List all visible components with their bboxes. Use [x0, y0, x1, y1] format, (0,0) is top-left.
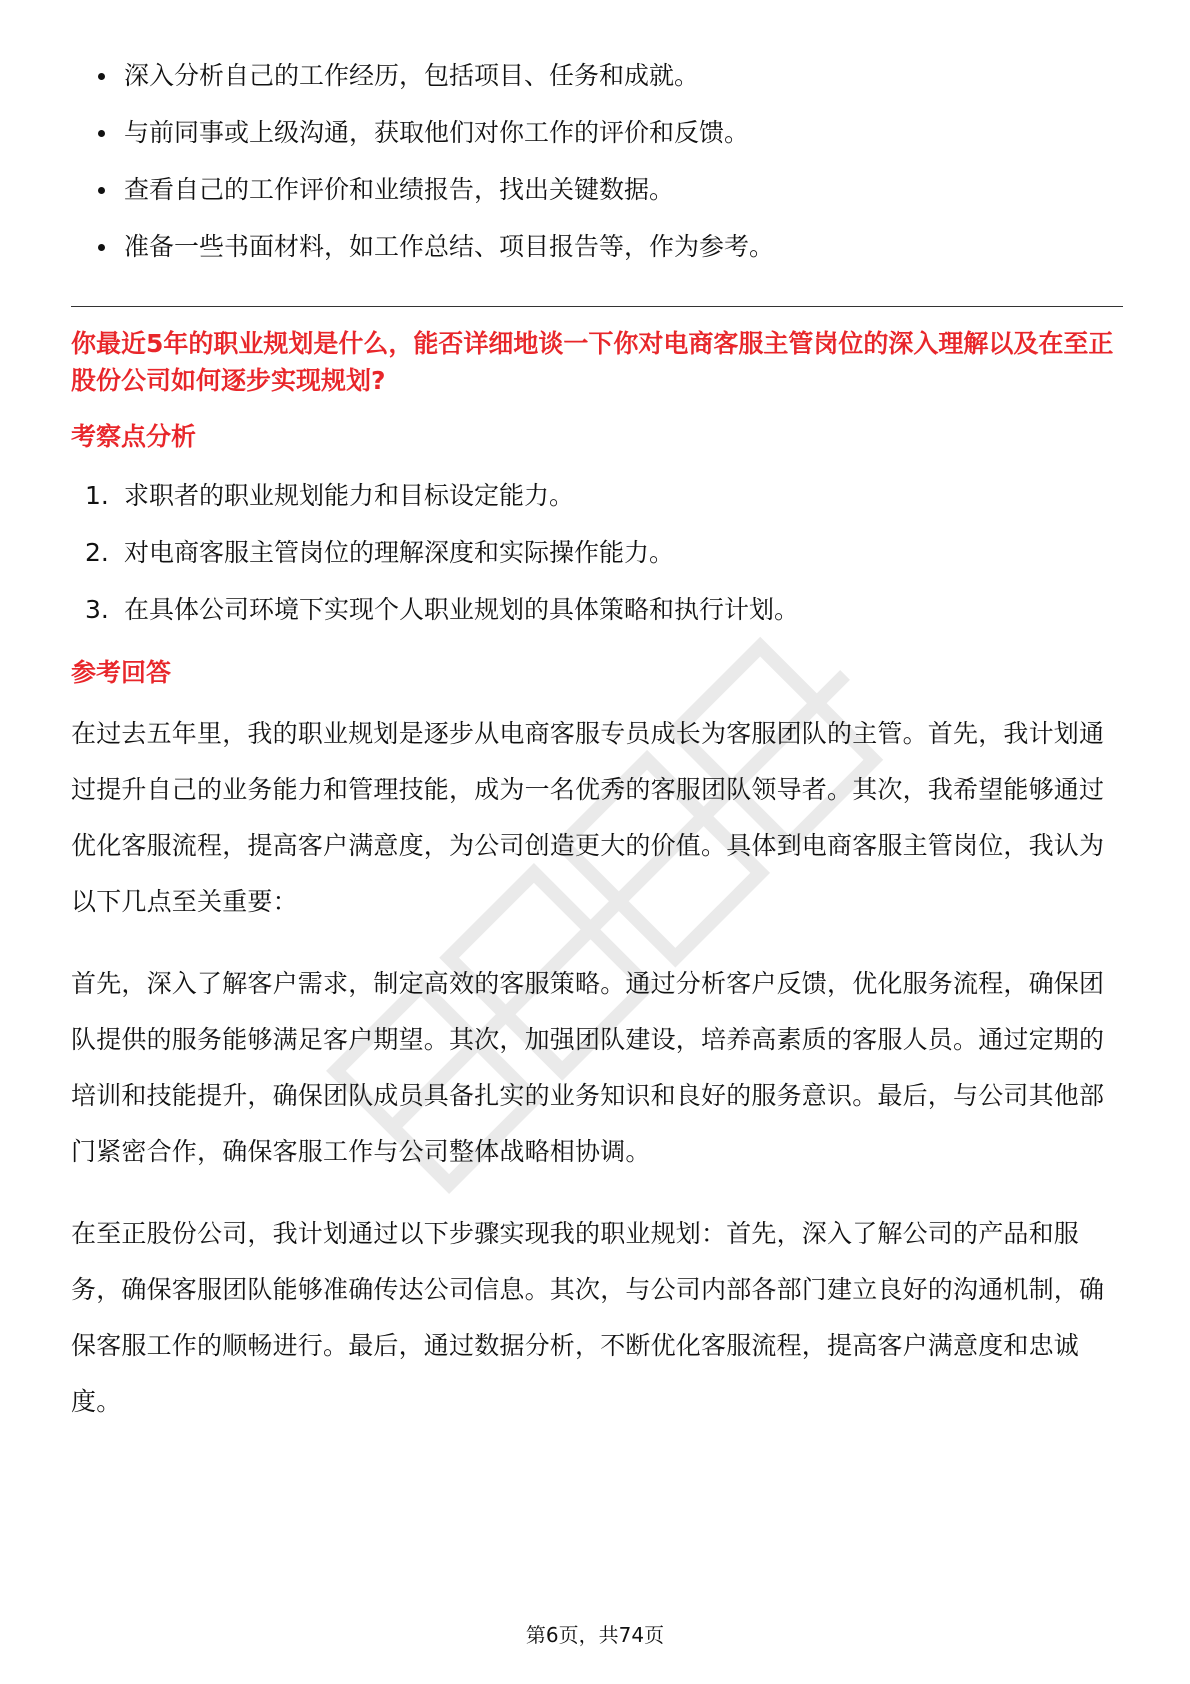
analysis-title: 考察点分析	[71, 422, 197, 451]
list-item	[71, 535, 1121, 570]
answer-paragraph: 首先，深入了解客户需求，制定高效的客服策略。通过分析客户反馈，优化服务流程，确保团队提供的服务能够满足客户期望。其次，加强团队建设，培养高素质的客服人员。通过定期的培训和技能提升，确保团队成员具备扎实的业务知识和良好的服务意识。最后，与公司其他部门紧密合作，确保客服工作与公司整体战略相协调。	[71, 969, 1105, 1166]
answer-paragraph: 在过去五年里，我的职业规划是逐步从电商客服专员成长为客服团队的主管。首先，我计划通过提升自己的业务能力和管理技能，成为一名优秀的客服团队领导者。其次，我希望能够通过优化客服流程，提高客户满意度，为公司创造更大的价值。具体到电商客服主管岗位，我认为以下几点至关重要：	[71, 719, 1105, 916]
analysis-list	[71, 478, 1121, 627]
content	[71, 58, 1121, 1455]
section-divider	[71, 306, 1123, 307]
list-number: 2.	[85, 538, 109, 567]
list-number: 3.	[85, 595, 109, 624]
question-heading: 你最近5年的职业规划是什么，能否详细地谈一下你对电商客服主管岗位的深入理解以及在至正股份公司如何逐步实现规划?	[71, 329, 1114, 395]
list-item: 深入分析自己的工作经历，包括项目、任务和成就。	[71, 58, 1121, 93]
list-item	[71, 478, 1121, 513]
list-text: 求职者的职业规划能力和目标设定能力。	[124, 481, 575, 510]
answer-title: 参考回答	[71, 658, 172, 687]
answer-paragraph: 在至正股份公司，我计划通过以下步骤实现我的职业规划：首先，深入了解公司的产品和服务，确保客服团队能够准确传达公司信息。其次，与公司内部各部门建立良好的沟通机制，确保客服工作的顺畅进行。最后，通过数据分析，不断优化客服流程，提高客户满意度和忠诚度。	[71, 1219, 1105, 1416]
list-number: 1.	[85, 481, 109, 510]
list-text: 对电商客服主管岗位的理解深度和实际操作能力。	[124, 538, 675, 567]
preparation-list	[71, 58, 1121, 264]
list-item	[71, 592, 1121, 627]
list-item: 与前同事或上级沟通，获取他们对你工作的评价和反馈。	[71, 115, 1121, 150]
page-number: 第6页，共74页	[525, 1623, 665, 1647]
list-item: 查看自己的工作评价和业绩报告，找出关键数据。	[71, 172, 1121, 207]
list-item: 准备一些书面材料，如工作总结、项目报告等，作为参考。	[71, 229, 1121, 264]
list-text: 在具体公司环境下实现个人职业规划的具体策略和执行计划。	[124, 595, 800, 624]
